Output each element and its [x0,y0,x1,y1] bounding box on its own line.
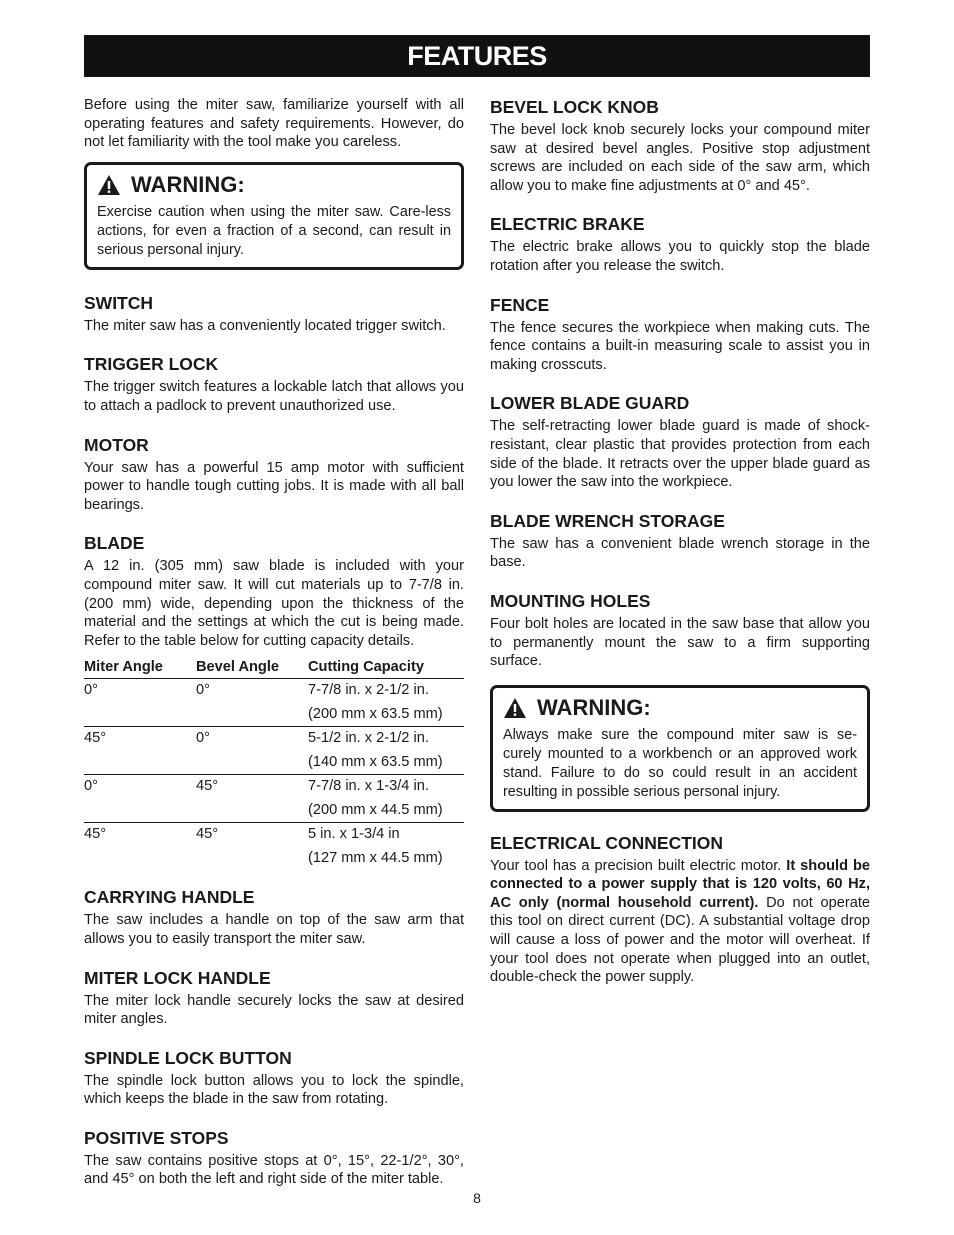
table-cell: 45° [196,778,219,795]
warning-text: Exercise caution when using the miter saw. Care-less actions, for even a fraction of a second, can result in serious personal injury. [97,203,451,258]
table-cell: 45° [84,826,107,843]
table-cell: (127 mm x 44.5 mm) [308,849,443,866]
text-motor: Your saw has a powerful 15 amp motor with sufficient power to handle tough cutting jobs. It is made with all ball bearings. [84,459,464,513]
heading-electric-brake: ELECTRIC BRAKE [490,214,645,235]
table-cell: 0° [84,778,98,795]
text-switch: The miter saw has a conveniently located trigger switch. [84,317,446,334]
table-cell: 5 in. x 1-3/4 in [308,826,400,843]
heading-blade: BLADE [84,533,145,554]
table-row [84,751,464,775]
table-row [84,799,464,823]
heading-lower-blade-guard: LOWER BLADE GUARD [490,393,690,414]
table-cell: 7-7/8 in. x 1-3/4 in. [308,778,429,795]
warning-box-caution [84,162,464,270]
page-number: 8 [473,1190,481,1206]
table-cell: 7-7/8 in. x 2-1/2 in. [308,682,429,699]
text-electrical-connection [490,857,870,987]
heading-positive-stops: POSITIVE STOPS [84,1127,229,1148]
left-column [84,96,464,1189]
heading-motor: MOTOR [84,434,149,455]
text-mounting-holes: Four bolt holes are located in the saw base that allow you to permanently mount the saw to a firm supporting surface. [490,615,870,670]
heading-switch: SWITCH [84,292,154,313]
heading-electrical-connection: ELECTRICAL CONNECTION [490,832,724,853]
table-row [84,775,464,799]
right-column [490,96,870,987]
warning-text: Always make sure the compound miter saw is se-curely mounted to a workbench or an approved work stand. Failure to do so could result in an accident resulting in possible serious personal injury. [503,726,857,800]
table-header: Cutting Capacity [308,657,464,679]
warning-box-mounting [490,685,870,812]
text-carrying-handle: The saw includes a handle on top of the saw arm that allows you to easily transport the miter saw. [84,912,464,947]
table-cell: 0° [196,682,210,699]
table-row [84,847,464,871]
text-trigger-lock: The trigger switch features a lockable latch that allows you to attach a padlock to prevent unauthorized use. [84,379,464,414]
text-blade: A 12 in. (305 mm) saw blade is included with your compound miter saw. It will cut materials up to 7-7/8 in. (200 mm) wide, depending upon the thickness of the material and the settings at which the cut is being made. Refer to the table below for cutting capacity details. [84,558,464,649]
table-cell: (200 mm x 44.5 mm) [308,799,464,823]
heading-bevel-lock-knob: BEVEL LOCK KNOB [490,97,659,117]
text-miter-lock-handle: The miter lock handle securely locks the saw at desired miter angles. [84,992,464,1028]
text-bevel-lock-knob: The bevel lock knob securely locks your compound miter saw at desired bevel angles. Positive stop adjustment screws are included on each side of the saw arm, which allow you to make fine adjustments at 0° and 45°. [490,122,870,194]
heading-mounting-holes: MOUNTING HOLES [490,590,651,611]
text-electrical-a: Your tool has a precision built electric motor. [490,857,787,874]
warning-label: WARNING: [131,171,245,197]
text-electric-brake: The electric brake allows you to quickly stop the blade rotation after you release the switch. [490,239,870,274]
table-header: Bevel Angle [196,657,308,679]
text-electrical-bold: It should be connected to a power supply that is 120 volts, 60 Hz, AC only (normal household current). [490,857,870,911]
intro-paragraph: Before using the miter saw, familiarize yourself with all operating features and safety requirements. However, do not let familiarity with the tool make you careless. [84,97,464,151]
text-blade-wrench-storage: The saw has a convenient blade wrench storage in the base. [490,535,870,571]
heading-carrying-handle: CARRYING HANDLE [84,887,255,908]
text-lower-blade-guard: The self-retracting lower blade guard is made of shock-resistant, clear plastic that provides protection from each side of the blade. It retracts over the upper blade guard as you lower the saw into the workpiece. [490,418,870,491]
heading-fence: FENCE [490,294,550,315]
warning-triangle-icon [97,174,121,196]
warning-triangle-icon [503,697,527,719]
heading-spindle-lock-button: SPINDLE LOCK BUTTON [84,1047,292,1068]
table-row [84,727,464,751]
heading-blade-wrench-storage: BLADE WRENCH STORAGE [490,510,725,531]
table-cell: (140 mm x 63.5 mm) [308,751,464,775]
text-positive-stops: The saw contains positive stops at 0°, 15°, 22-1/2°, 30°, and 45° on both the left and right side of the miter table. [84,1152,464,1188]
table-cell: 5-1/2 in. x 2-1/2 in. [308,730,429,747]
heading-trigger-lock: TRIGGER LOCK [84,354,219,375]
table-row [84,703,464,727]
table-row [84,823,464,847]
table-cell: 0° [196,730,210,747]
page-title: FEATURES [84,35,870,77]
table-row [84,679,464,703]
table-cell: 0° [84,682,98,699]
text-electrical-b: Do not operate this tool on direct current (DC). A substantial voltage drop will cause a loss of power and the motor will overheat. If your tool does not operate when plugged into an outlet, double-check the power supply. [490,894,871,986]
warning-label: WARNING: [537,694,651,720]
table-header: Miter Angle [84,657,196,679]
text-spindle-lock-button: The spindle lock button allows you to lock the spindle, which keeps the blade in the saw from rotating. [84,1072,464,1108]
text-fence: The fence secures the workpiece when making cuts. The fence contains a built-in measuring scale to assist you in making crosscuts. [490,319,870,373]
table-cell: 45° [196,826,219,843]
table-cell: (200 mm x 63.5 mm) [308,703,464,727]
heading-miter-lock-handle: MITER LOCK HANDLE [84,967,271,988]
cutting-capacity-table [84,657,464,870]
table-cell: 45° [84,730,107,747]
